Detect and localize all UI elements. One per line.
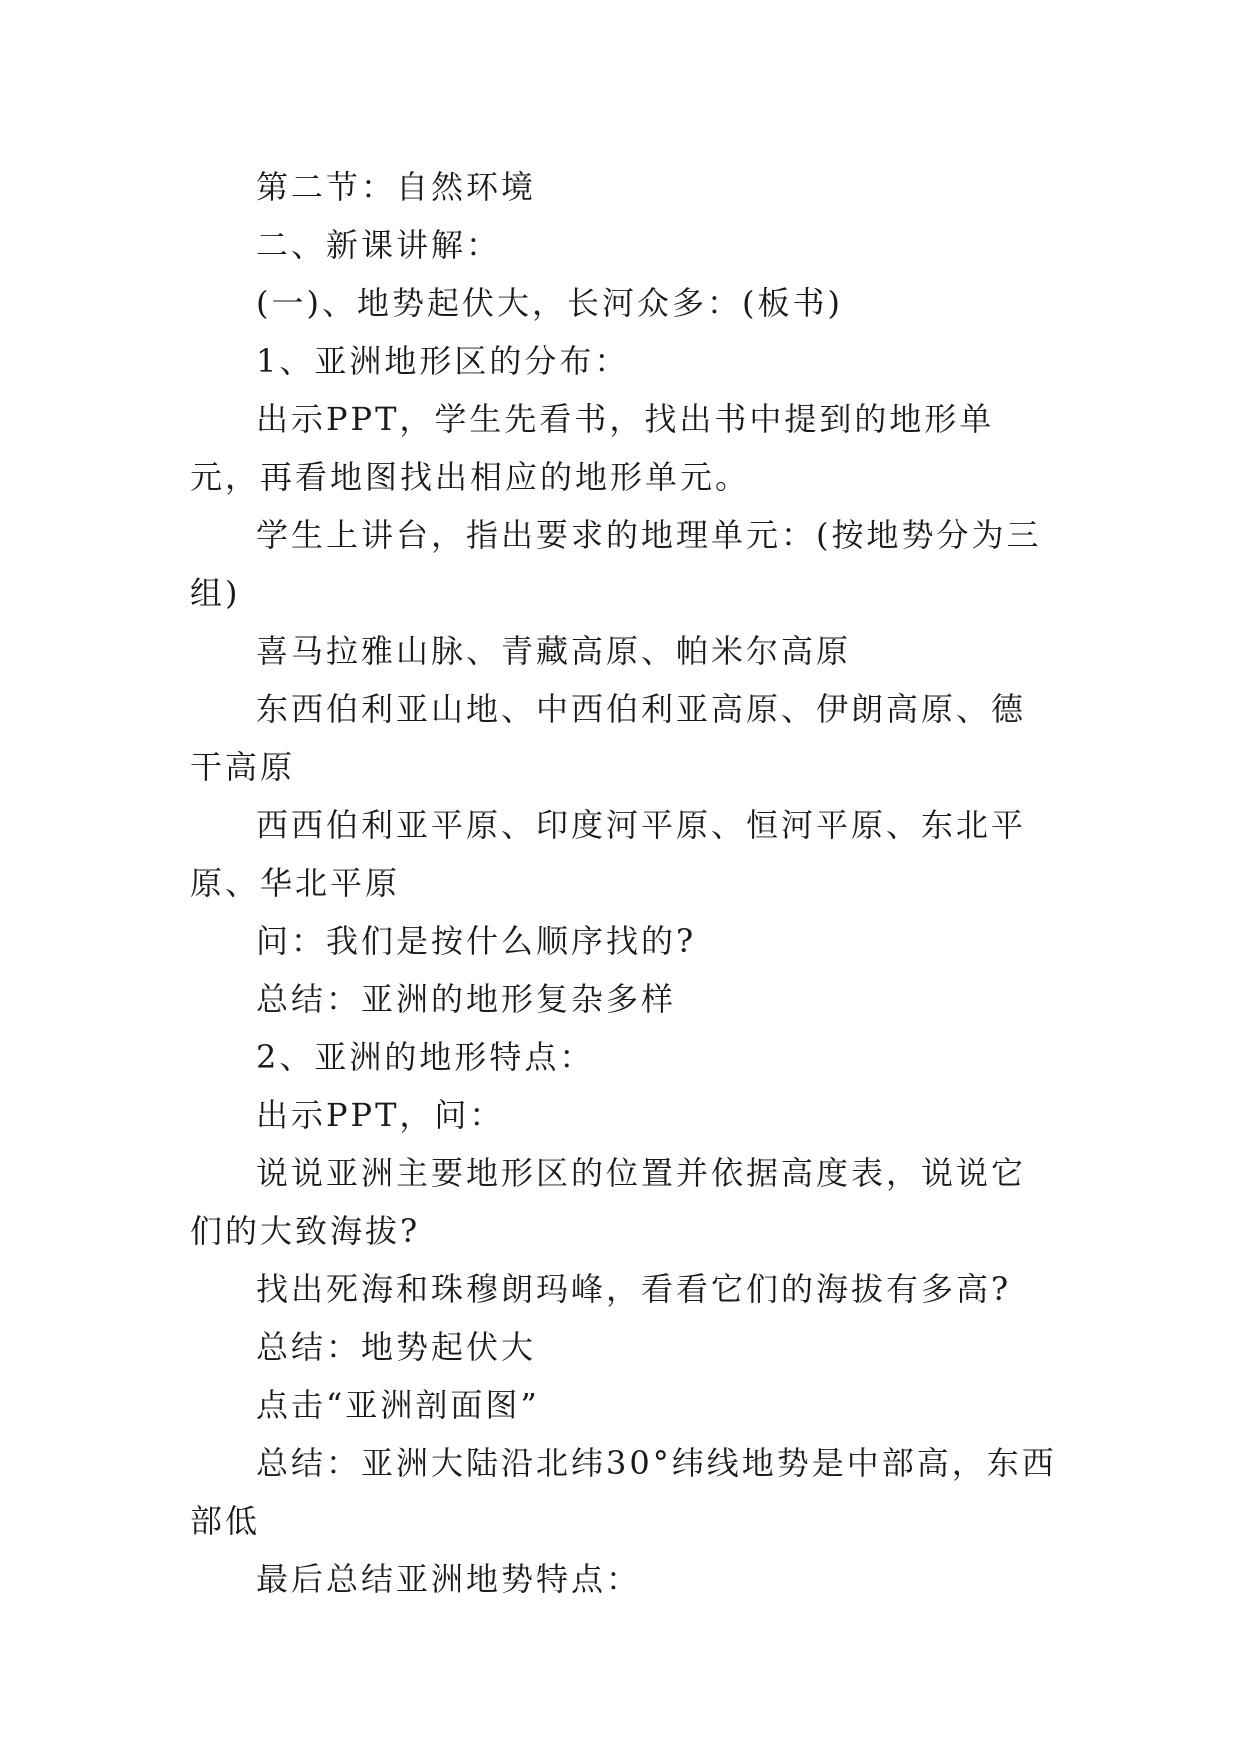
- topic-heading: (一)、地势起伏大，长河众多：(板书): [256, 284, 843, 322]
- paragraph: 学生上讲台，指出要求的地理单元：(按地势分为三组): [190, 516, 1042, 612]
- point-heading: 2、亚洲的地形特点：: [256, 1038, 595, 1076]
- paragraph: 总结：地势起伏大: [256, 1328, 537, 1366]
- paragraph: 问：我们是按什么顺序找的?: [256, 922, 697, 960]
- paragraph: 最后总结亚洲地势特点：: [256, 1560, 642, 1598]
- document-body: [190, 158, 1058, 1608]
- paragraph: 点击“亚洲剖面图”: [256, 1386, 540, 1424]
- paragraph: 西西伯利亚平原、印度河平原、恒河平原、东北平原、华北平原: [190, 806, 1027, 902]
- paragraph: 总结：亚洲的地形复杂多样: [256, 980, 677, 1018]
- paragraph: 总结：亚洲大陆沿北纬30°纬线地势是中部高，东西部低: [190, 1444, 1057, 1540]
- paragraph: 说说亚洲主要地形区的位置并依据高度表，说说它们的大致海拔?: [190, 1154, 1027, 1250]
- paragraph: 出示PPT，问：: [256, 1096, 505, 1134]
- paragraph: 找出死海和珠穆朗玛峰，看看它们的海拔有多高?: [256, 1270, 1012, 1308]
- subsection-heading: 二、新课讲解：: [256, 226, 502, 264]
- paragraph: 东西伯利亚山地、中西伯利亚高原、伊朗高原、德干高原: [190, 690, 1027, 786]
- section-heading: 第二节：自然环境: [256, 168, 537, 206]
- paragraph: 出示PPT，学生先看书，找出书中提到的地形单元，再看地图找出相应的地形单元。: [190, 400, 995, 496]
- paragraph: 喜马拉雅山脉、青藏高原、帕米尔高原: [256, 632, 852, 670]
- point-heading: 1、亚洲地形区的分布：: [256, 342, 630, 380]
